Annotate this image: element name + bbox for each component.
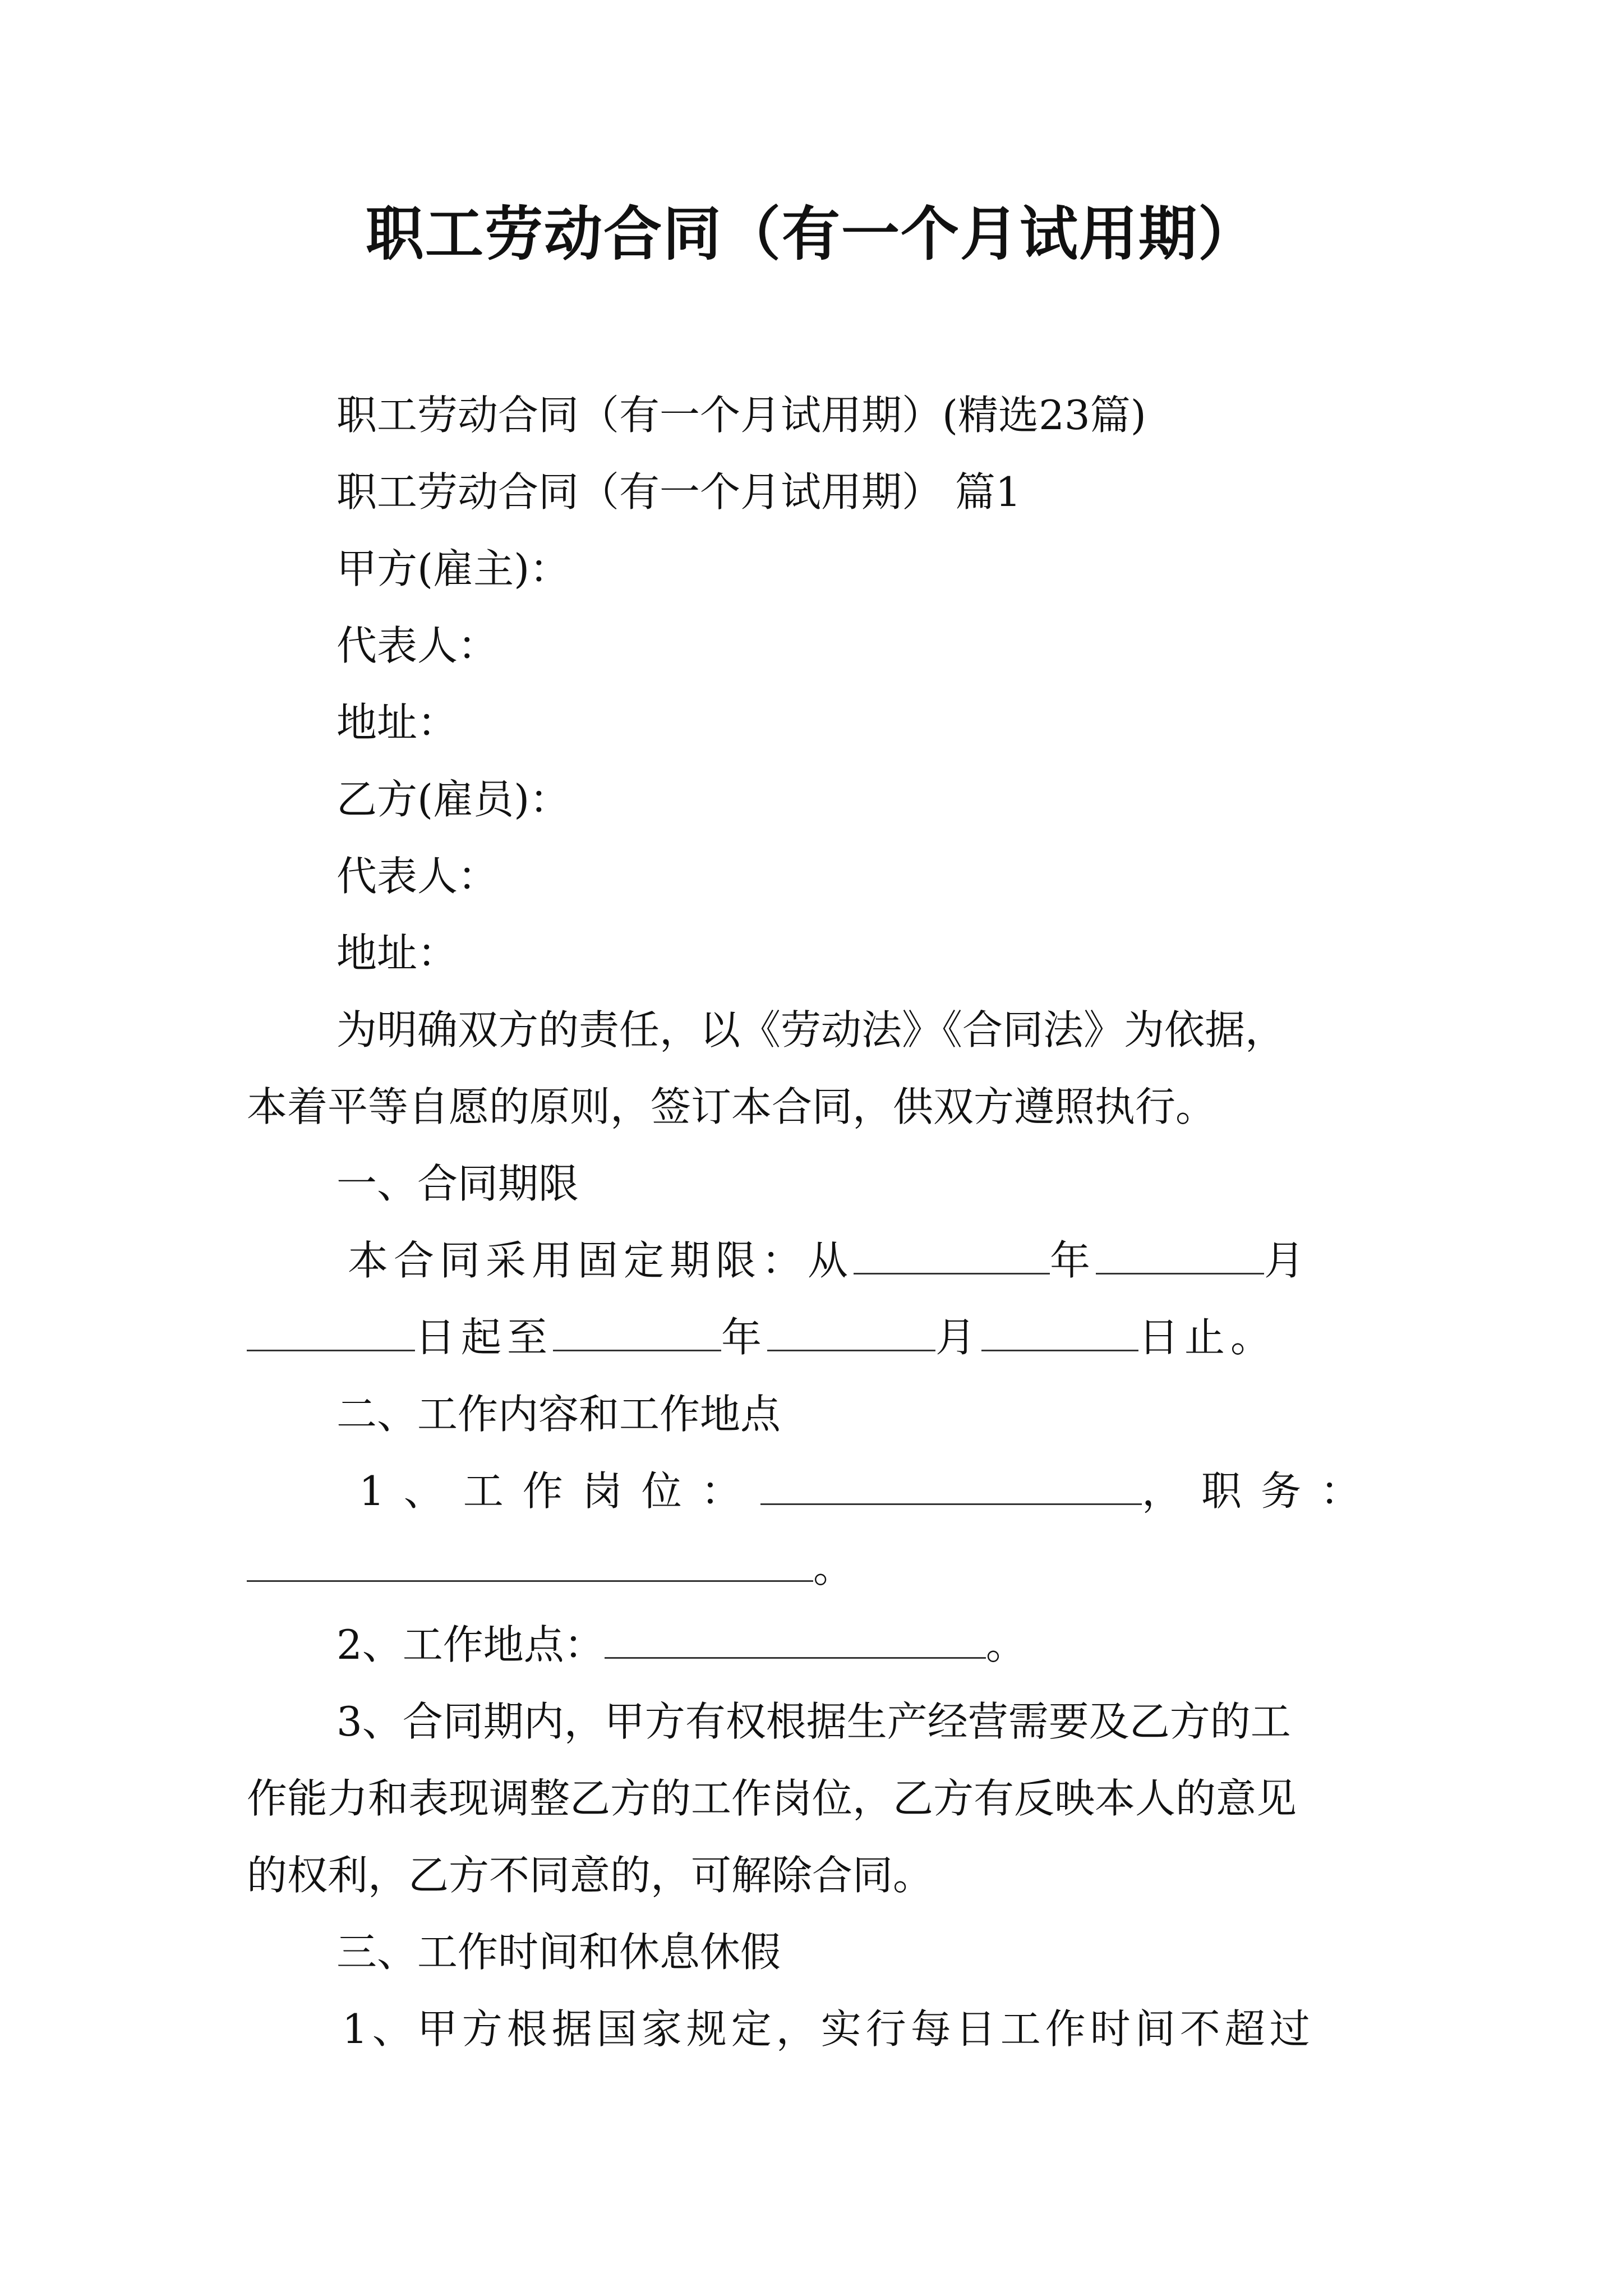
blank-start-month — [1096, 1236, 1264, 1274]
section-3-item-1: 1、甲方根据国家规定，实行每日工作时间不超过 — [342, 2005, 1315, 2053]
blank-end-day — [981, 1313, 1138, 1351]
section-2-heading: 二、工作内容和工作地点 — [336, 1391, 781, 1438]
job-duty-line — [247, 1540, 854, 1596]
period-mark: 。 — [813, 1544, 854, 1591]
item-3-line-3: 的权利，乙方不同意的，可解除合同。 — [247, 1852, 934, 1899]
contract-term-prefix: 本合同采用固定期限：从 — [348, 1237, 854, 1284]
label-duty: ，职务： — [1141, 1467, 1380, 1515]
intro-paragraph-line-1: 为明确双方的责任，以《劳动法》《合同法》为依据， — [336, 1006, 1286, 1053]
contract-term-line-2 — [247, 1309, 1276, 1365]
label-day-to: 日止。 — [1138, 1314, 1277, 1361]
label-year: 年 — [1050, 1237, 1096, 1284]
intro-paragraph-line-2: 本着平等自愿的原则，签订本合同，供双方遵照执行。 — [247, 1083, 1216, 1130]
blank-work-location — [605, 1620, 986, 1659]
label-month-end: 月 — [935, 1314, 982, 1361]
chapter-heading: 职工劳动合同（有一个月试用期） 篇1 — [336, 468, 1021, 516]
section-1-heading: 一、合同期限 — [336, 1160, 579, 1207]
blank-end-year — [553, 1313, 721, 1351]
party-b-label: 乙方(雇员)： — [336, 776, 570, 823]
party-a-address: 地址： — [336, 699, 458, 746]
blank-end-month — [767, 1313, 935, 1351]
label-job-position: 1、工作岗位： — [359, 1467, 760, 1515]
blank-job-position — [760, 1466, 1142, 1505]
party-b-address: 地址： — [336, 930, 458, 977]
item-3-line-2: 作能力和表现调整乙方的工作岗位，乙方有反映本人的意见 — [247, 1775, 1297, 1822]
party-a-representative: 代表人： — [336, 622, 499, 669]
section-3-heading: 三、工作时间和休息休假 — [336, 1929, 781, 1976]
job-position-line — [359, 1463, 1380, 1519]
item-3-line-1: 3、合同期内，甲方有权根据生产经营需要及乙方的工 — [336, 1698, 1291, 1745]
contract-term-line-1 — [348, 1232, 1310, 1289]
blank-duty — [247, 1543, 813, 1582]
label-work-location: 2、工作地点： — [336, 1621, 605, 1668]
party-b-representative: 代表人： — [336, 853, 499, 900]
party-a-label: 甲方(雇主)： — [336, 545, 570, 592]
document-title: 职工劳动合同（有一个月试用期） — [365, 199, 1257, 268]
work-location-line — [336, 1617, 1026, 1673]
label-day-from: 日起至 — [415, 1314, 554, 1361]
label-month: 月 — [1264, 1237, 1311, 1284]
document-subtitle: 职工劳动合同（有一个月试用期）(精选23篇) — [336, 392, 1146, 439]
blank-start-day — [247, 1313, 415, 1351]
blank-start-year — [854, 1236, 1050, 1274]
label-year-end: 年 — [721, 1314, 768, 1361]
period-mark-2: 。 — [985, 1621, 1026, 1668]
